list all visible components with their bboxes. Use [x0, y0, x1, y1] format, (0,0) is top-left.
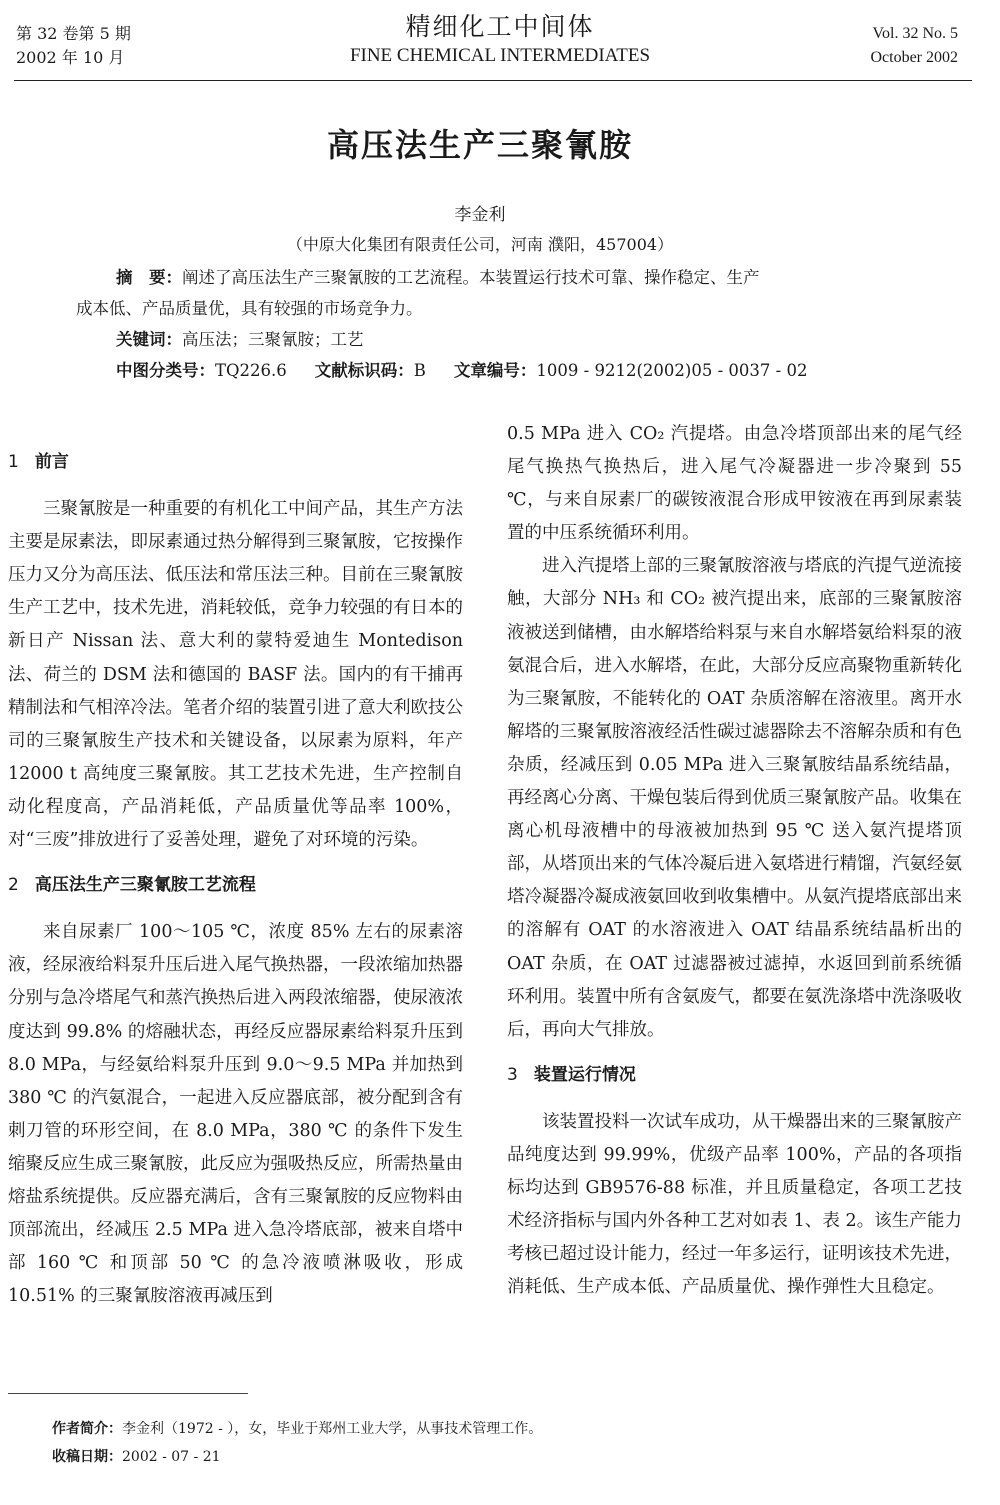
abstract-label: 摘 要：: [116, 268, 182, 287]
author-bio: [52, 1415, 542, 1443]
journal-header: [0, 0, 1000, 90]
clc-label: 中图分类号：: [116, 361, 215, 380]
keywords-text: 高压法；三聚氰胺；工艺: [182, 330, 364, 349]
issue-info-en: [870, 22, 958, 70]
author-affiliation: （中原大化集团有限责任公司，河南 濮阳，457004）: [286, 235, 674, 254]
journal-name-cn: 精细化工中间体: [405, 12, 595, 41]
section-1-paragraph: 三聚氰胺是一种重要的有机化工中间产品，其生产方法主要是尿素法，即尿素通过热分解得到三聚氰胺，它按操作压力又分为高压法、低压法和常压法三种。目前在三聚氰胺生产工艺中，技术先进，消耗较低，竞争力较强的有日本的新日产 Nissan 法、意大利的蒙特爱迪生 Montedison 法、荷兰的 DSM 法和德国的 BASF 法。国内的有干捕再精制法和气相淬冷法。笔者介绍的装置引进了意大利欧技公司的三聚氰胺生产技术和关键设备，以尿素为原料，年产 12000 t 高纯度三聚氰胺。其工艺技术先进，生产控制自动化程度高，产品消耗低，产品质量优等品率 100%，对“三废”排放进行了妥善处理，避免了对环境的污染。: [8, 499, 463, 851]
volume-issue: 第 32 卷第 5 期: [16, 24, 131, 43]
article-no-value: 1009 - 9212(2002)05 - 0037 - 02: [536, 361, 808, 380]
doc-code-value: B: [413, 361, 426, 380]
section-1-title: 前言: [34, 452, 69, 472]
keywords-line: [76, 324, 906, 355]
right-column: [507, 418, 962, 1304]
section-1-heading: [8, 446, 463, 479]
abstract-line-1: [76, 262, 906, 293]
journal-name: [0, 10, 1000, 68]
section-1-number: 1: [8, 452, 19, 472]
article-author: 李金利: [454, 205, 506, 225]
footnote-rule: [8, 1393, 248, 1394]
received-date: [52, 1443, 542, 1471]
abstract-text-2: 成本低、产品质量优，具有较强的市场竞争力。: [76, 299, 423, 318]
author-bio-text: 李金利（1972 - ），女，毕业于郑州工业大学，从事技术管理工作。: [122, 1421, 543, 1437]
section-3-paragraph: 该装置投料一次试车成功，从干燥器出来的三聚氰胺产品纯度达到 99.99%，优级产品率 100%，产品的各项指标均达到 GB9576-88 标准，并且质量稳定，各项工艺技术经济指标与国内外各种工艺对如表 1、表 2。该生产能力考核已超过设计能力，经过一年多运行，证明该技术先进，消耗低、生产成本低、产品质量优、操作弹性大且稳定。: [507, 1111, 962, 1298]
section-3-number: 3: [507, 1064, 518, 1085]
article-title: 高压法生产三聚氰胺: [326, 126, 633, 164]
abstract-line-2: [76, 293, 906, 324]
received-date-label: 收稿日期：: [52, 1449, 122, 1465]
clc-value: TQ226.6: [215, 361, 287, 380]
abstract-block: [76, 262, 906, 386]
header-rule: [14, 80, 972, 81]
abstract-text-1: 阐述了高压法生产三聚氰胺的工艺流程。本装置运行技术可靠、操作稳定、生产: [182, 268, 760, 287]
journal-name-en: FINE CHEMICAL INTERMEDIATES: [349, 45, 651, 66]
footnote: [52, 1415, 542, 1471]
section-2-paragraph-1: 来自尿素厂 100～105 ℃，浓度 85% 左右的尿素溶液，经尿液给料泵升压后进入尾气换热器，一段浓缩加热器分别与急冷塔尾气和蒸汽换热后进入两段浓缩器，使尿液浓度达到 99.8% 的熔融状态，再经反应器尿素给料泵升压到 8.0 MPa，与经氨给料泵升压到 9.0～9.5 MPa 并加热到 380 ℃ 的汽氨混合，一起进入反应器底部，被分配到含有刺刀管的环形空间，在 8.0 MPa，380 ℃ 的条件下发生缩聚反应生成三聚氰胺，此反应为强吸热反应，所需热量由熔盐系统提供。反应器充满后，含有三聚氰胺的反应物料由顶部流出，经减压 2.5 MPa 进入急冷塔底部，被来自塔中部 160 ℃ 和顶部 50 ℃ 的急冷液喷淋吸收，形成 10.51% 的三聚氰胺溶液再减压到: [8, 922, 463, 1307]
volume-issue-en: Vol. 32 No. 5: [872, 25, 958, 42]
issue-date-en: October 2002: [870, 49, 958, 66]
section-2-paragraph-2: 进入汽提塔上部的三聚氰胺溶液与塔底的汽提气逆流接触，大部分 NH₃ 和 CO₂ 被汽提出来，底部的三聚氰胺溶液被送到储槽，由水解塔给料泵与来自水解塔氨给料泵的液氨混合后，进入水解塔，在此，大部分反应高聚物重新转化为三聚氰胺，不能转化的 OAT 杂质溶解在溶液里。离开水解塔的三聚氰胺溶液经活性碳过滤器除去不溶解杂质和有色杂质，经减压到 0.05 MPa 进入三聚氰胺结晶系统结晶，再经离心分离、干燥包装后得到优质三聚氰胺产品。收集在离心机母液槽中的母液被加热到 95 ℃ 送入氨汽提塔顶部，从塔顶出来的气体冷凝后进入氨塔进行精馏，汽氨经氨塔冷凝器冷凝成液氨回收到收集槽中。从氨汽提塔底部出来的溶解有 OAT 的水溶液进入 OAT 结晶系统结晶析出的 OAT 杂质，在 OAT 过滤器被过滤掉，水返回到前系统循环利用。装置中所有含氨废气，都要在氨洗涤塔中洗涤吸收后，再向大气排放。: [507, 556, 962, 1040]
received-date-text: 2002 - 07 - 21: [122, 1449, 221, 1465]
section-2-number: 2: [8, 875, 19, 896]
section-3-heading: [507, 1059, 962, 1092]
section-2-heading: [8, 869, 463, 902]
article-no-label: 文章编号：: [453, 361, 537, 380]
section-3-title: 装置运行情况: [533, 1064, 636, 1085]
keywords-label: 关键词：: [116, 330, 182, 349]
classification-line: [76, 355, 906, 386]
section-2-title: 高压法生产三聚氰胺工艺流程: [34, 875, 256, 896]
left-column: [8, 434, 463, 1313]
author-bio-label: 作者简介：: [52, 1421, 122, 1437]
issue-date: 2002 年 10 月: [16, 48, 125, 67]
doc-code-label: 文献标识码：: [314, 361, 414, 380]
section-2-paragraph-1-continued: 0.5 MPa 进入 CO₂ 汽提塔。由急冷塔顶部出来的尾气经尾气换热气换热后，进入尾气冷凝器进一步冷聚到 55 ℃，与来自尿素厂的碳铵液混合形成甲铵液在再到尿素装置的中压系统循环利用。: [507, 424, 962, 544]
